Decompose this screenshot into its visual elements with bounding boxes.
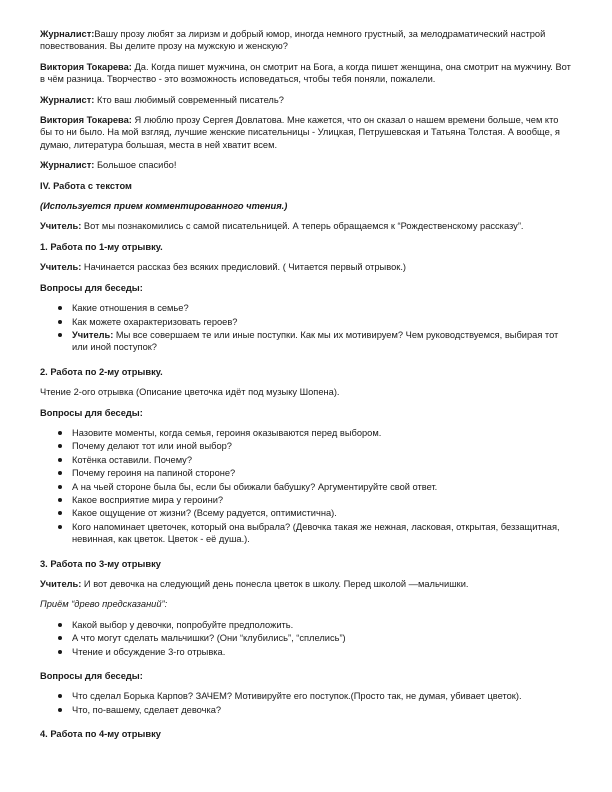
list-item: А что могут сделать мальчишки? (Они “клубились”, “сплелись”) [72,632,572,644]
speaker-label: Виктория Токарева: [40,115,132,126]
list-item [72,329,572,354]
prediction-list [40,619,572,658]
list-item: Что, по-вашему, сделает девочка? [72,704,572,716]
section-heading: IV. Работа с текстом [40,180,132,191]
teacher-label: Учитель: [40,579,82,589]
questions-heading: Вопросы для беседы: [40,671,143,682]
list-item: Как можете охарактеризовать героев? [72,316,572,328]
list-item: Котёнка оставили. Почему? [72,454,572,466]
list-item: Назовите моменты, когда семья, героиня оказываются перед выбором. [72,427,572,439]
teacher-paragraph [40,261,572,273]
list-item: Кого напоминает цветочек, который она выбрала? (Девочка такая же нежная, ласковая, открытая, беззащитная, невинная, как цветок. Цветок - её душа.). [72,521,572,546]
teacher-label: Учитель: [40,262,82,273]
dialogue-text: Да. Когда пишет мужчина, он смотрит на Бога, а когда пишет женщина, она смотрит на мужчину. Вот в чём разница. Творчество - это возможность исповедаться, чтобы тебя поняли, пожалели. [40,61,571,85]
part-heading: 4. Работа по 4-му отрывку [40,729,161,740]
speaker-label: Журналист: [40,29,95,39]
part-heading: 1. Работа по 1-му отрывку. [40,241,163,252]
dialogue-paragraph [40,28,572,53]
teacher-text: Вот мы познакомились с самой писательницей. А теперь обращаемся к “Рождественскому рассказу”. [81,221,524,232]
list-item: Что сделал Борька Карпов? ЗАЧЕМ? Мотивируйте его поступок.(Просто так, не думая, убивает цветок). [72,690,572,702]
technique-note: Приём “древо предсказаний”: [40,599,168,610]
dialogue-paragraph [40,94,572,106]
dialogue-paragraph [40,114,572,151]
questions-list [40,302,572,354]
questions-list [40,427,572,546]
speaker-label: Виктория Токарева: [40,61,132,72]
dialogue-text: Большое спасибо! [94,160,177,171]
method-note: (Используется прием комментированного чтения.) [40,201,288,212]
list-item: А на чьей стороне была бы, если бы обижали бабушку? Аргументируйте свой ответ. [72,481,572,493]
speaker-label: Журналист: [40,94,95,105]
speaker-label: Журналист: [40,160,95,171]
list-item: Почему делают тот или иной выбор? [72,440,572,452]
dialogue-text: Я люблю прозу Сергея Довлатова. Мне кажется, что он сказал о нашем времени больше, чем кто бы то ни было. На мой взгляд, лучшие женские писательницы - Улицкая, Петрушевская и Татьяна Толстая. А вообще, я думаю, литература большая, места в ней хватит всем. [40,115,560,150]
dialogue-text: Вашу прозу любят за лиризм и добрый юмор, иногда немного грустный, за мелодраматический настрой повествования. Вы делите прозу на мужскую и женскую? [40,29,546,52]
reading-note: Чтение 2-ого отрывка (Описание цветочка идёт под музыку Шопена). [40,387,340,398]
list-item: Почему героиня на папиной стороне? [72,467,572,479]
teacher-paragraph [40,578,572,590]
teacher-text: И вот девочка на следующий день понесла цветок в школу. Перед школой —мальчишки. [81,579,469,589]
questions-heading: Вопросы для беседы: [40,407,143,418]
part-heading: 2. Работа по 2-му отрывку. [40,366,163,377]
dialogue-paragraph [40,61,572,86]
list-item: Какой выбор у девочки, попробуйте предположить. [72,619,572,631]
dialogue-paragraph [40,159,572,171]
teacher-text: Начинается рассказ без всяких предисловий. ( Читается первый отрывок.) [81,262,406,273]
list-item: Какое восприятие мира у героини? [72,494,572,506]
list-item: Какое ощущение от жизни? (Всему радуется, оптимистична). [72,507,572,519]
questions-list [40,690,572,716]
list-item: Какие отношения в семье? [72,302,572,314]
teacher-label: Учитель: [40,221,82,232]
teacher-paragraph [40,220,572,232]
list-item-text: Мы все совершаем те или иные поступки. Как мы их мотивируем? Чем руководствуемся, выбирая тот или иной поступок? [72,329,559,353]
teacher-label: Учитель: [72,329,114,340]
questions-heading: Вопросы для беседы: [40,282,143,293]
dialogue-text: Кто ваш любимый современный писатель? [94,94,284,105]
part-heading: 3. Работа по 3-му отрывку [40,558,161,569]
list-item: Чтение и обсуждение 3-го отрывка. [72,646,572,658]
